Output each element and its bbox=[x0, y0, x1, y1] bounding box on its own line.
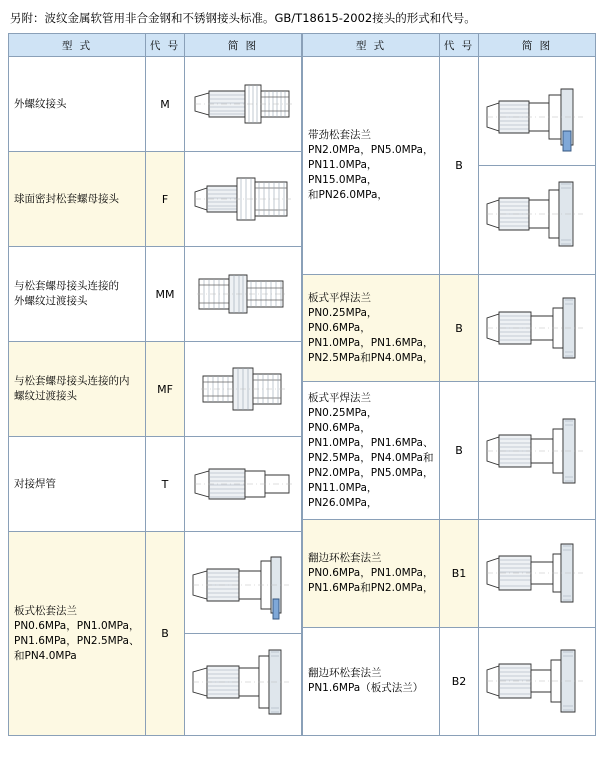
row-figure-flared-ring-lap-flange-icon bbox=[479, 519, 596, 627]
row-code: B bbox=[440, 382, 479, 520]
row-code: MF bbox=[146, 342, 185, 437]
row-type-name: 球面密封松套螺母接头 bbox=[9, 152, 146, 247]
header-type: 型 式 bbox=[303, 34, 440, 57]
row-code: B bbox=[146, 532, 185, 736]
table-row bbox=[9, 247, 302, 342]
row-type-name: 与松套螺母接头连接的内 螺纹过渡接头 bbox=[9, 342, 146, 437]
row-figure-plate-slip-on-flange-icon bbox=[479, 275, 596, 382]
table-row bbox=[9, 532, 302, 736]
table-row bbox=[9, 437, 302, 532]
row-type-name: 对接焊管 bbox=[9, 437, 146, 532]
row-code: B1 bbox=[440, 519, 479, 627]
header-figure: 简 图 bbox=[479, 34, 596, 57]
tables-container bbox=[8, 33, 592, 736]
right-table bbox=[302, 33, 596, 736]
row-code: F bbox=[146, 152, 185, 247]
row-type-name: 带劲松套法兰 PN2.0MPa，PN5.0MPa， PN11.0MPa，PN15.0MPa， 和PN26.0MPa， bbox=[303, 57, 440, 275]
row-type-name: 板式平焊法兰 PN0.25MPa，PN0.6MPa， PN1.0MPa，PN1.6MPa、 PN2.5MPa，PN4.0MPa和 PN2.0MPa，PN5.0MPa， PN11.0MPa，PN26.0MPa， bbox=[303, 382, 440, 520]
left-table-header-row bbox=[9, 34, 302, 57]
row-figure-plate-slip-on-flange-hp-icon bbox=[479, 382, 596, 520]
row-code: B bbox=[440, 57, 479, 275]
row-type-name: 与松套螺母接头连接的 外螺纹过渡接头 bbox=[9, 247, 146, 342]
row-figure-ribbed-lap-joint-flange-icon bbox=[479, 57, 596, 275]
table-row bbox=[303, 519, 596, 627]
row-code: B2 bbox=[440, 627, 479, 735]
right-table-header-row bbox=[303, 34, 596, 57]
table-row bbox=[303, 275, 596, 382]
header-code: 代 号 bbox=[146, 34, 185, 57]
table-row bbox=[303, 627, 596, 735]
row-code: T bbox=[146, 437, 185, 532]
row-figure-plate-lap-joint-flange-icon bbox=[185, 532, 302, 736]
table-row bbox=[303, 382, 596, 520]
header-code: 代 号 bbox=[440, 34, 479, 57]
row-type-name: 板式松套法兰 PN0.6MPa，PN1.0MPa， PN1.6MPa，PN2.5MPa、 和PN4.0MPa bbox=[9, 532, 146, 736]
row-type-name: 板式平焊法兰 PN0.25MPa，PN0.6MPa， PN1.0MPa，PN1.6MPa， PN2.5MPa和PN4.0MPa， bbox=[303, 275, 440, 382]
header-figure: 简 图 bbox=[185, 34, 302, 57]
table-row bbox=[9, 152, 302, 247]
page-title: 另附：波纹金属软管用非合金钢和不锈钢接头标准。GB/T18615-2002接头的形式和代号。 bbox=[10, 11, 476, 25]
row-figure-male-transition-fitting-icon bbox=[185, 247, 302, 342]
table-row bbox=[303, 57, 596, 275]
row-type-name: 外螺纹接头 bbox=[9, 57, 146, 152]
table-row bbox=[9, 342, 302, 437]
row-figure-female-transition-fitting-icon bbox=[185, 342, 302, 437]
table-row bbox=[9, 57, 302, 152]
row-type-name: 翻边环松套法兰 PN0.6MPa，PN1.0MPa， PN1.6MPa和PN2.0MPa， bbox=[303, 519, 440, 627]
row-figure-spherical-seal-union-nut-icon bbox=[185, 152, 302, 247]
left-table bbox=[8, 33, 302, 736]
row-code: MM bbox=[146, 247, 185, 342]
header-type: 型 式 bbox=[9, 34, 146, 57]
row-code: B bbox=[440, 275, 479, 382]
row-code: M bbox=[146, 57, 185, 152]
row-type-name: 翻边环松套法兰 PN1.6MPa（板式法兰） bbox=[303, 627, 440, 735]
row-figure-butt-weld-pipe-icon bbox=[185, 437, 302, 532]
row-figure-male-thread-fitting-icon bbox=[185, 57, 302, 152]
row-figure-flared-ring-lap-flange-plate-icon bbox=[479, 627, 596, 735]
